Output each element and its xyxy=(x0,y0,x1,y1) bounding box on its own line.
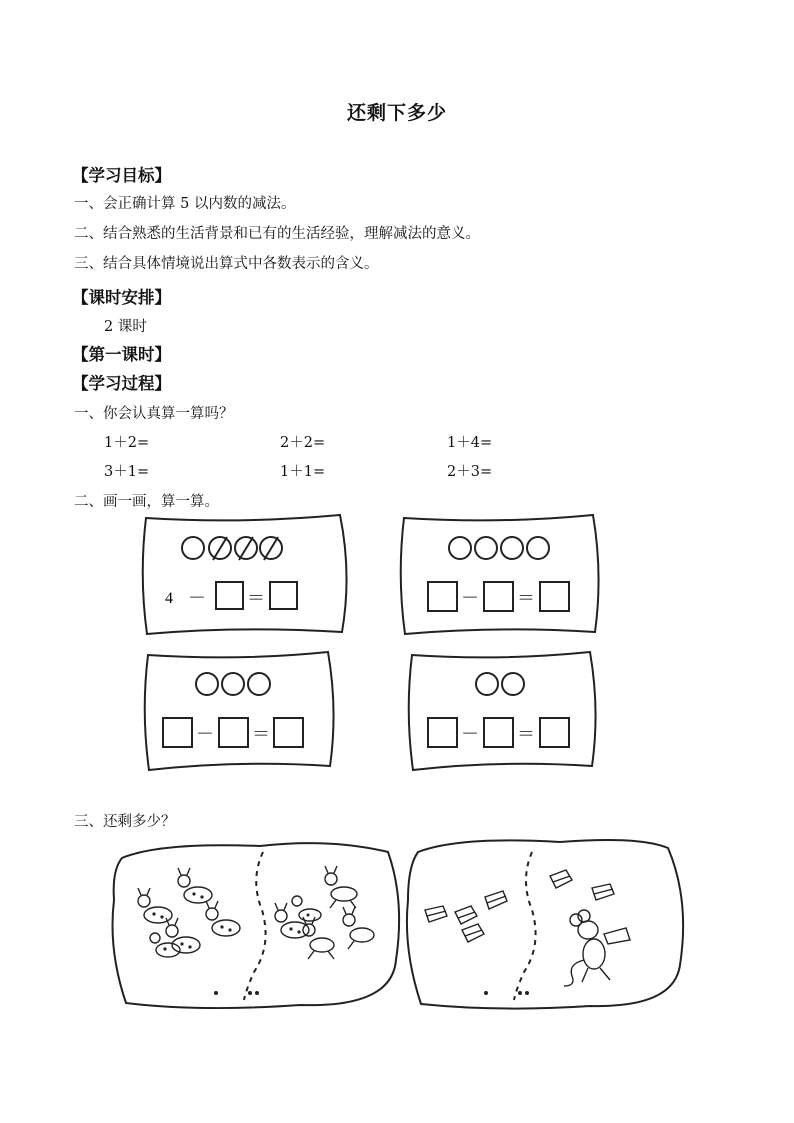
deer-icon xyxy=(206,901,240,936)
lesson-heading: 【第一课时】 xyxy=(72,345,171,364)
minus-sign: － xyxy=(461,724,479,745)
answer-box xyxy=(428,718,457,747)
minus-sign: － xyxy=(196,724,214,745)
answer-box xyxy=(484,718,513,747)
first-number: 4 xyxy=(165,590,173,607)
goal-item: 一、会正确计算 5 以内数的减法。 xyxy=(74,196,296,212)
goal-item: 二、结合熟悉的生活背景和已有的生活经验，理解减法的意义。 xyxy=(74,226,480,242)
answer-box xyxy=(428,582,457,611)
part2-heading: 二、画一画，算一算。 xyxy=(74,494,219,510)
cake-slice-icon xyxy=(550,870,572,888)
calc-problem: 1＋1= xyxy=(280,464,326,480)
draw-card xyxy=(409,652,596,770)
equals-sign: ＝ xyxy=(252,724,270,745)
calc-problem: 3＋1= xyxy=(104,464,150,480)
circle-row xyxy=(196,673,270,695)
answer-box xyxy=(163,718,192,747)
cross-out-stroke xyxy=(213,537,227,560)
equals-sign: ＝ xyxy=(247,588,265,609)
circle-row xyxy=(476,673,524,695)
deer-icon xyxy=(292,896,321,921)
part3-heading: 三、还剩多少？ xyxy=(74,814,176,830)
goals-heading: 【学习目标】 xyxy=(72,166,171,185)
cross-out-stroke xyxy=(239,537,253,560)
cake-slice-icon xyxy=(425,906,447,922)
goal-item: 三、结合具体情境说出算式中各数表示的含义。 xyxy=(74,256,379,272)
cake-slice-icon xyxy=(485,891,507,909)
cake-slice-icon xyxy=(592,884,614,900)
divider-dashed-line xyxy=(514,852,536,1000)
calc-problem: 1＋4= xyxy=(447,435,493,451)
answer-box xyxy=(540,718,569,747)
minus-sign: － xyxy=(188,588,206,609)
page-title: 还剩下多少 xyxy=(346,102,447,124)
part1-heading: 一、你会认真算一算吗？ xyxy=(74,406,234,422)
divider-dashed-line xyxy=(244,852,266,1000)
calc-problem: 1＋2= xyxy=(104,435,150,451)
deer-icon xyxy=(138,888,172,923)
calc-problem: 2＋2= xyxy=(280,435,326,451)
calc-problem: 2＋3= xyxy=(447,464,493,480)
cake-slice-icon xyxy=(462,924,484,942)
answer-box xyxy=(216,582,243,609)
schedule-text: 2 课时 xyxy=(104,319,147,335)
answer-box xyxy=(540,582,569,611)
process-heading: 【学习过程】 xyxy=(72,374,171,393)
story-panel-deer xyxy=(113,843,400,1008)
answer-box xyxy=(484,582,513,611)
answer-box xyxy=(274,718,303,747)
deer-icon xyxy=(166,918,200,953)
schedule-heading: 【课时安排】 xyxy=(72,288,171,307)
answer-box xyxy=(219,718,248,747)
answer-box xyxy=(270,582,297,609)
draw-card xyxy=(401,515,599,634)
draw-card xyxy=(143,515,347,634)
minus-sign: － xyxy=(461,588,479,609)
deer-icon xyxy=(303,917,334,959)
deer-icon xyxy=(343,907,374,949)
draw-card xyxy=(145,652,334,770)
deer-icon xyxy=(325,866,357,908)
equals-sign: ＝ xyxy=(517,724,535,745)
circle-row xyxy=(182,537,282,560)
equals-sign: ＝ xyxy=(517,588,535,609)
deer-icon xyxy=(178,868,212,903)
cross-out-stroke xyxy=(264,537,278,560)
mouse-carrying-cake-icon xyxy=(564,910,630,986)
story-panel-cake xyxy=(407,840,683,1009)
cake-slice-icon xyxy=(455,906,477,924)
circle-row xyxy=(449,537,549,559)
